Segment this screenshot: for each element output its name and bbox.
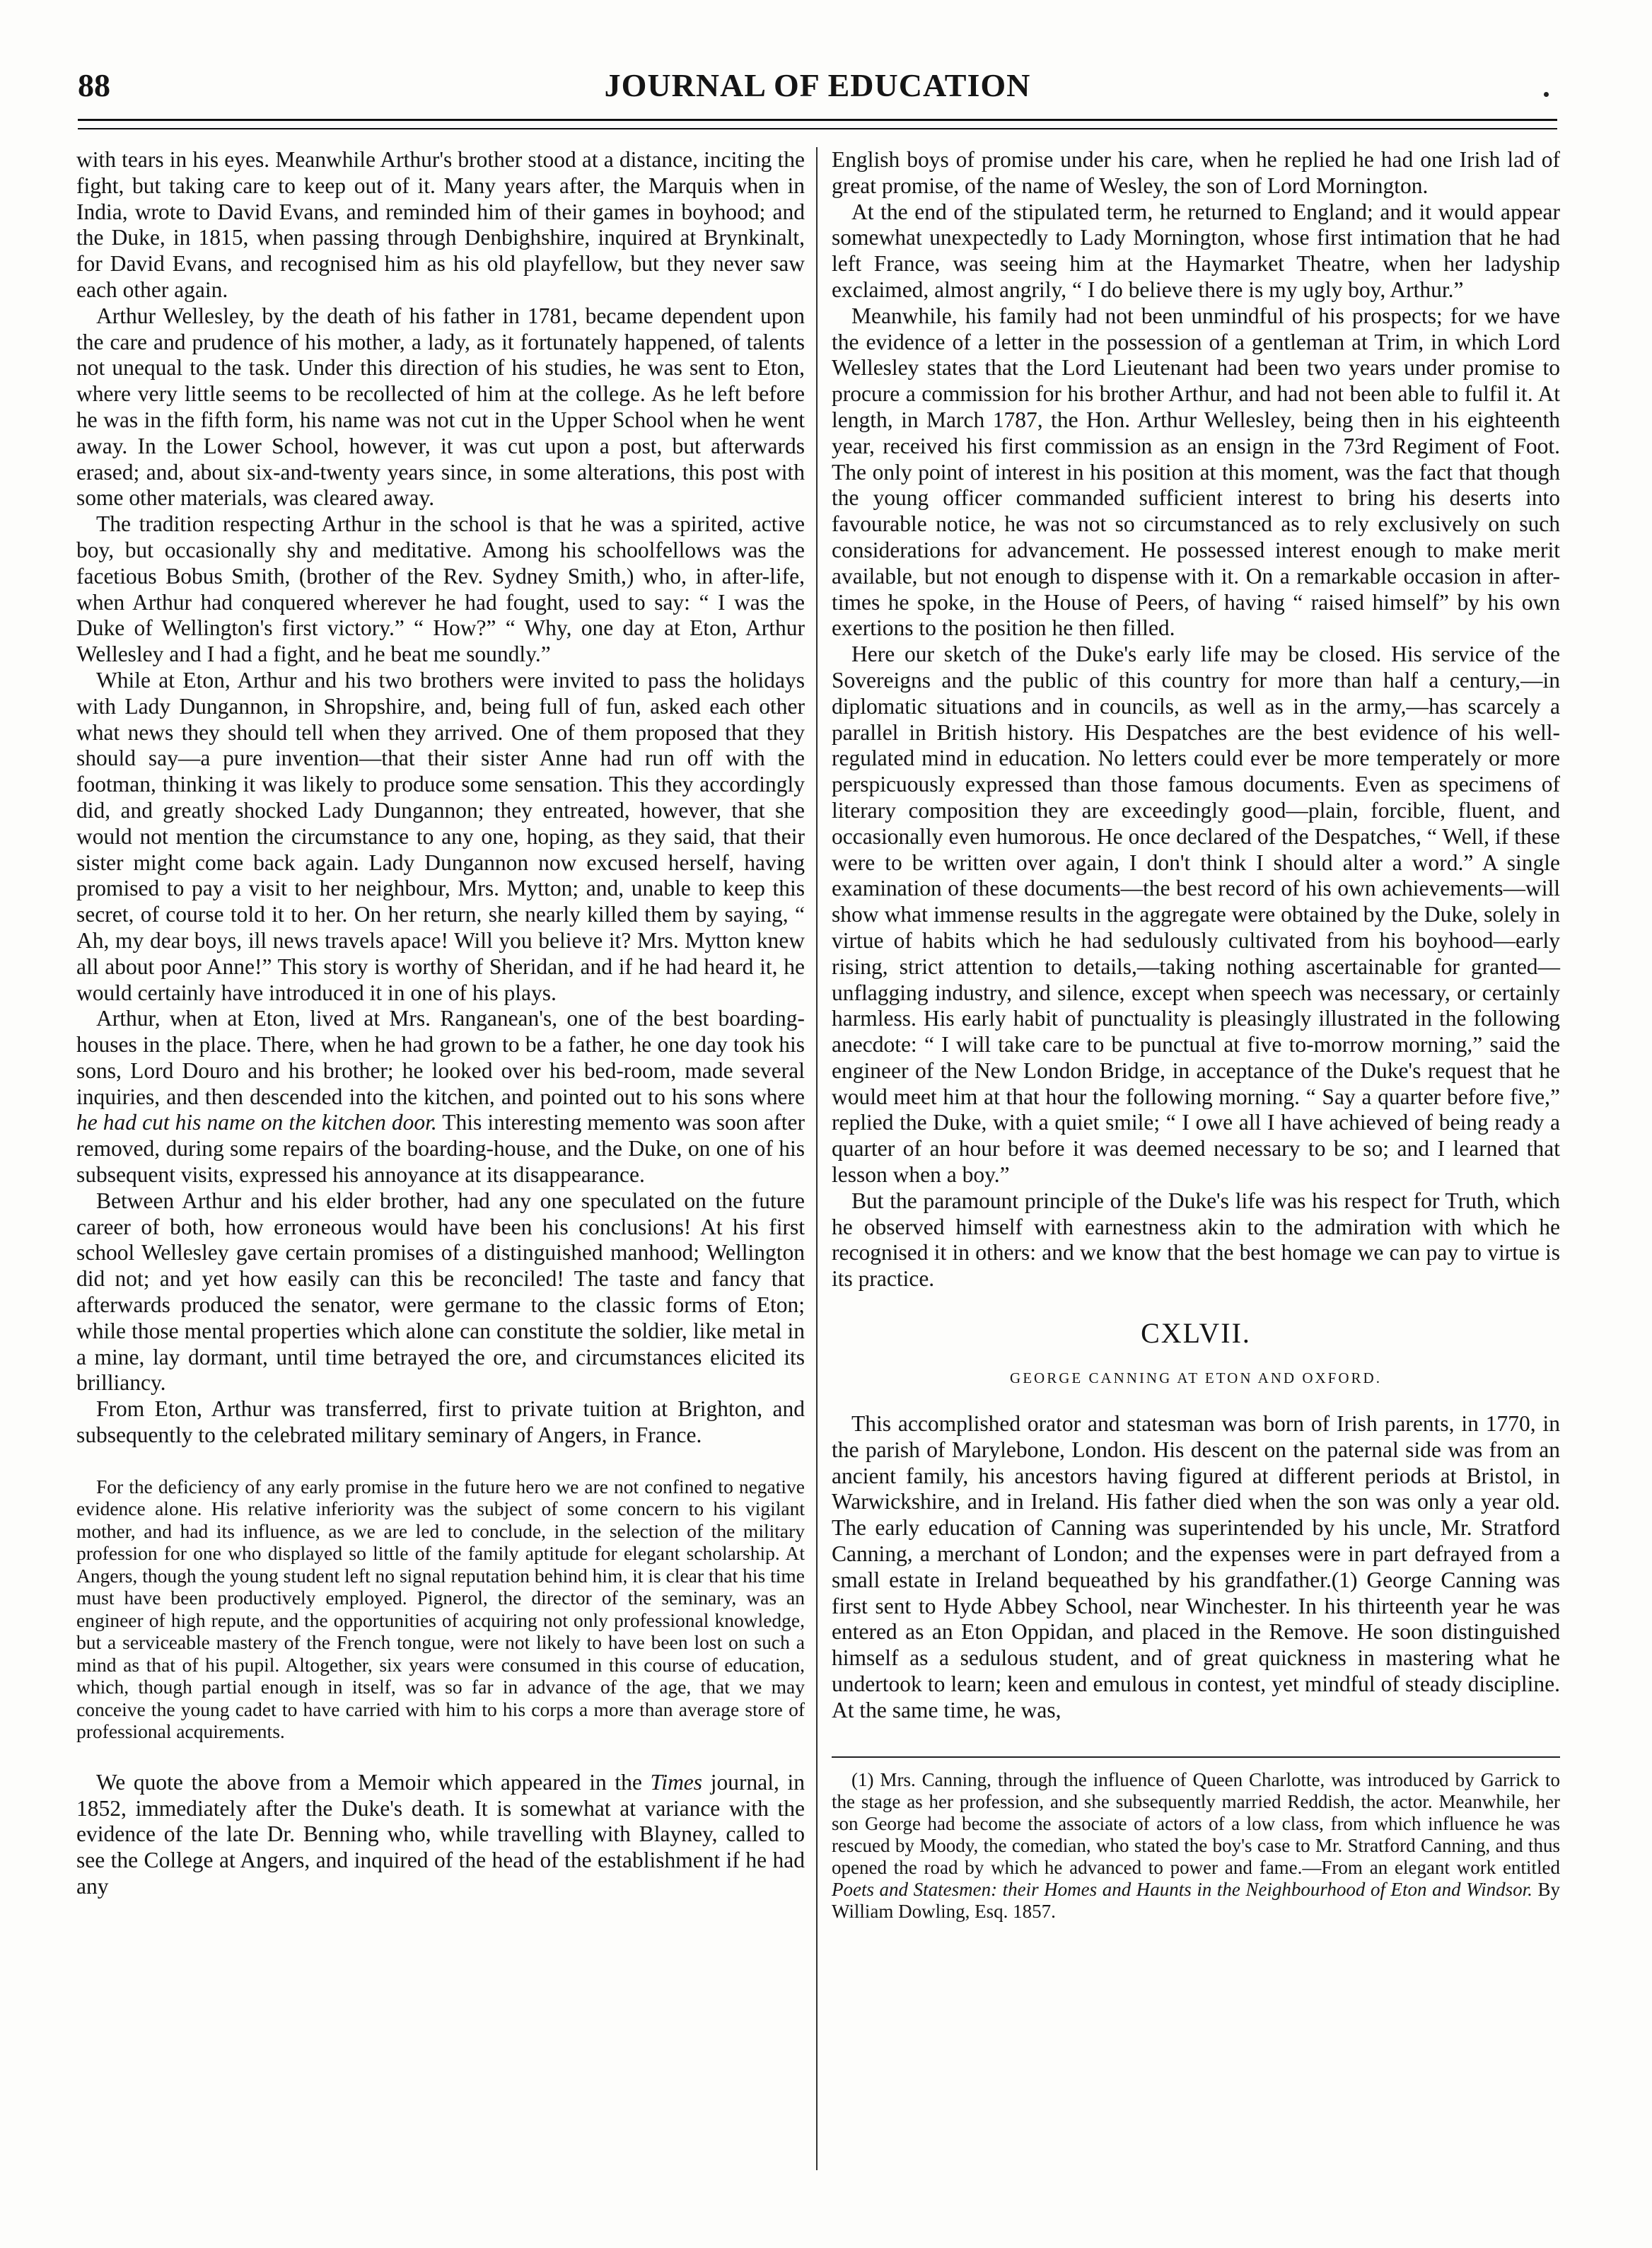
footnote-text-part: (1) Mrs. Canning, through the influence of Queen Charlotte, was introduced by Garrick to the stage as her profession, and she subsequently married Reddish, the actor. Meanwhile, her son George had become the associate of actors of a low class, from which influence he was rescued by Moody, the comedian, who stated the boy's case to Mr. Stratford Canning, and thus opened the road by which he advanced to power and fame.—From an elegant work entitled bbox=[832, 1768, 1560, 1878]
right-column bbox=[832, 147, 1560, 1923]
header-dot bbox=[1544, 92, 1549, 97]
paragraph-text: We quote the above from a Memoir which appeared in the bbox=[96, 1769, 651, 1795]
paragraph: The tradition respecting Arthur in the school is that he was a spirited, active boy, but occasionally shy and meditative. Among his schoolfellows was the facetious Bobus Smith, (brother of the Rev. Sydney Smith,) who, in after-life, when Arthur had conquered wherever he had fought, used to say: “ I was the Duke of Wellington's first victory.” “ How?” “ Why, one day at Eton, Arthur Wellesley and I had a fight, and he beat me soundly.” bbox=[76, 511, 805, 667]
footnote bbox=[832, 1769, 1560, 1923]
footnote-text-part: By William Dowling, Esq. 1857. bbox=[832, 1878, 1561, 1922]
footnote-text bbox=[832, 1769, 1560, 1923]
footnote-italic-title: Poets and Statesmen: their Homes and Haunts in the Neighbourhood of Eton and Windsor. bbox=[832, 1878, 1532, 1900]
section-number: CXLVII. bbox=[1141, 1317, 1251, 1350]
italic-phrase: he had cut his name on the kitchen door. bbox=[76, 1110, 437, 1135]
header-double-rule bbox=[78, 119, 1557, 129]
left-column bbox=[76, 147, 805, 1900]
small-paragraph: For the deficiency of any early promise in the future hero we are not confined to negative evidence alone. His relative inferiority was the subject of some concern to his vigilant mother, and had its influence, as we are led to conclude, in the selection of the military profession for one who displayed so little of the family aptitude for elegant scholarship. At Angers, though the young student left no signal reputation behind him, it is clear that his time must have been productively employed. Pignerol, the director of the seminary, was an engineer of high repute, and the opportunities of acquiring not only professional knowledge, but a serviceable mastery of the French tongue, were not likely to have been lost on such a mind as that of his pupil. Altogether, six years were consumed in this course of education, which, though partial enough in itself, was so far in advance of the age, that we may conceive the young cadet to have carried with him to his corps a more than average store of professional acquirements. bbox=[76, 1475, 805, 1743]
paragraph: This accomplished orator and statesman was born of Irish parents, in 1770, in the parish of Marylebone, London. His descent on the paternal side was from an ancient family, his ancestors having figured at different periods at Bristol, in Warwickshire, and in Ireland. His father died when the son was only a year old. The early education of Canning was superintended by his uncle, Mr. Stratford Canning, a merchant of London; and the expenses were in part defrayed from a small estate in Ireland bequeathed by his grandfather.(1) George Canning was first sent to Hyde Abbey School, near Winchester. In his thirteenth year he was entered as an Eton Oppidan, and placed in the Remove. He soon distinguished himself as a sedulous student, and of great quickness in mastering what he undertook to learn; keen and emulous in contest, yet mindful of steady discipline. At the same time, he was, bbox=[832, 1411, 1560, 1722]
running-title: JOURNAL OF EDUCATION bbox=[604, 67, 1031, 103]
paragraph: Meanwhile, his family had not been unmindful of his prospects; for we have the evidence of a letter in the possession of a gentleman at Trim, in which Lord Wellesley states that the Lord Lieutenant had been two years under promise to procure a commission for his brother Arthur, and had not been able to fulfil it. At length, in March 1787, the Hon. Arthur Wellesley, being then in his eighteenth year, received his first commission as an ensign in the 73rd Regiment of Foot. The only point of interest in his position at this moment, was the fact that though the young officer commanded sufficient interest to bring his deserts into favourable notice, he was not so circumstanced as to rely exclusively on such considerations for advancement. He possessed interest enough to make merit available, but not enough to dispense with it. On a remarkable occasion in after-times he spoke, in the House of Peers, of having “ raised himself” by his own exertions to the position he then filled. bbox=[832, 303, 1560, 641]
paragraph-text: This interesting memento was soon after removed, during some repairs of the boarding-house, and the Duke, on one of his subsequent visits, expressed his annoyance at its disappearance. bbox=[76, 1110, 805, 1188]
paragraph: Arthur Wellesley, by the death of his father in 1781, became dependent upon the care and prudence of his mother, a lady, as it fortunately happened, of talents not unequal to the task. Under this direction of his studies, he was sent to Eton, where very little seems to be recollected of him at the college. As he left before he was in the fifth form, his name was not cut in the Upper School when he went away. In the Lower School, however, it was cut upon a post, but afterwards erased; and, about six-and-twenty years since, in some alterations, this post with some other materials, was cleared away. bbox=[76, 303, 805, 511]
paragraph: While at Eton, Arthur and his two brothers were invited to pass the holidays with Lady Dungannon, in Shropshire, and, being full of fun, asked each other what news they should tell when they arrived. One of them proposed that they should say—a pure invention—that their sister Anne had run off with the footman, thinking it was likely to produce some sensation. This they accordingly did, and greatly shocked Lady Dungannon; they entreated, however, that she would not mention the circumstance to any one, hoping, as they said, that their sister might come back again. Lady Dungannon now excused herself, having promised to pay a visit to her neighbour, Mrs. Mytton; and, unable to keep this secret, of course told it to her. On her return, she nearly killed them by saying, “ Ah, my dear boys, ill news travels apace! Will you believe it? Mrs. Mytton knew all about poor Anne!” This story is worthy of Sheridan, and if he had heard it, he would certainly have introduced it in one of his plays. bbox=[76, 667, 805, 1005]
spacer bbox=[76, 1743, 805, 1770]
paragraph: Between Arthur and his elder brother, had any one speculated on the future career of both, how erroneous would have been his conclusions! At his first school Wellesley gave certain promises of a distinguished manhood; Wellington did not; and yet how easily can this be reconciled! The taste and fancy that afterwards produced the senator, were germane to the classic forms of Eton; while those mental properties which alone can constitute the soldier, like metal in a mine, lay dormant, until time betrayed the ore, and circumstances elicited its brilliancy. bbox=[76, 1188, 805, 1396]
spacer bbox=[76, 1449, 805, 1476]
footnote-rule bbox=[832, 1756, 1560, 1758]
paragraph: But the paramount principle of the Duke's life was his respect for Truth, which he observed himself with earnestness akin to the admiration with which he recognised it in others: and we know that the best homage we can pay to virtue is its practice. bbox=[832, 1188, 1560, 1292]
page-header bbox=[78, 66, 1557, 109]
paragraph-text: journal, in 1852, immediately after the Duke's death. It is somewhat at variance with the evidence of the late Dr. Benning who, while travelling with Blayney, called to see the College at Angers, and inquired of the head of the establishment if he had any bbox=[76, 1769, 805, 1899]
page-number: 88 bbox=[78, 67, 110, 103]
paragraph: From Eton, Arthur was transferred, first to private tuition at Brighton, and subsequently to the celebrated military seminary of Angers, in France. bbox=[76, 1396, 805, 1448]
paragraph bbox=[76, 1770, 805, 1900]
italic-phrase: Times bbox=[650, 1769, 703, 1795]
paragraph: At the end of the stipulated term, he returned to England; and it would appear somewhat unexpectedly to Lady Mornington, whose first intimation that he had left France, was seeing him at the Haymarket Theatre, when her ladyship exclaimed, almost angrily, “ I do believe there is my ugly boy, Arthur.” bbox=[832, 199, 1560, 302]
paragraph-text: Arthur, when at Eton, lived at Mrs. Ranganean's, one of the best boarding-houses in the place. There, when he had grown to be a father, he one day took his sons, Lord Douro and his brother; he looked over his bed-room, made several inquiries, and then descended into the kitchen, and pointed out to his sons where bbox=[76, 1006, 805, 1109]
paragraph: with tears in his eyes. Meanwhile Arthur's brother stood at a distance, inciting the fight, but taking care to keep out of it. Many years after, the Marquis when in India, wrote to David Evans, and reminded him of their games in boyhood; and the Duke, in 1815, when passing through Denbighshire, inquired at Brynkinalt, for David Evans, and recognised him as his old playfellow, but they never saw each other again. bbox=[76, 147, 805, 302]
paragraph bbox=[76, 1006, 805, 1188]
column-divider bbox=[816, 147, 818, 2170]
section-title: GEORGE CANNING AT ETON AND OXFORD. bbox=[1010, 1369, 1382, 1387]
paragraph: English boys of promise under his care, when he replied he had one Irish lad of great promise, of the name of Wesley, the son of Lord Mornington. bbox=[832, 147, 1560, 198]
paragraph: Here our sketch of the Duke's early life may be closed. His service of the Sovereigns and the public of this country for more than half a century,—in diplomatic situations and in councils, as well as in the army,—has scarcely a parallel in British history. His Despatches are the best evidence of his well-regulated mind in education. No letters could ever be more temperately or more perspicuously expressed than those famous documents. Even as specimens of literary composition they are exceedingly good—plain, forcible, fluent, and occasionally even humorous. He once declared of the Despatches, “ Well, if these were to be written over again, I don't think I should alter a word.” A single examination of these documents—the best record of his own achievements—will show what immense results in the aggregate were obtained by the Duke, solely in virtue of habits which he had sedulously cultivated from his boyhood—early rising, strict attention to details,—taking nothing ascertainable for granted—unflagging industry, and silence, except when speech was necessary, or certainly harmless. His early habit of punctuality is pleasingly illustrated in the following anecdote: “ I will take care to be punctual at five to-morrow morning,” said the engineer of the New London Bridge, in acceptance of the Duke's request that he would meet him at that hour the following morning. “ Say a quarter before five,” replied the Duke, with a quiet smile; “ I owe all I have achieved of being ready a quarter of an hour before it was deemed necessary to be so; and I learned that lesson when a boy.” bbox=[832, 642, 1560, 1188]
